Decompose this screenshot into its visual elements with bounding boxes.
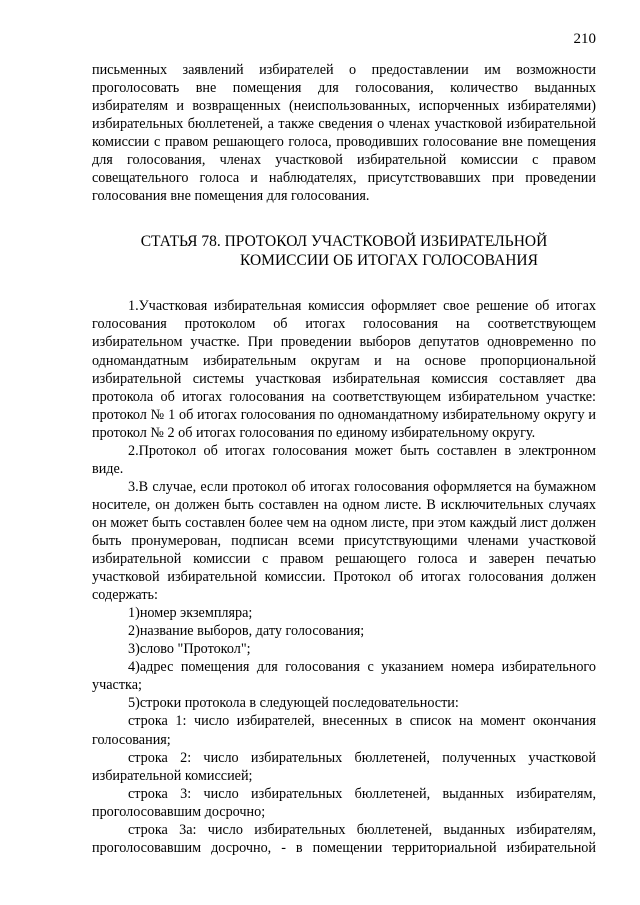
protocol-line-3a: строка 3а: число избирательных бюллетеней, выданных избирателям, проголосовавшим досрочно, - в помещении территориальной избирательной	[92, 821, 596, 856]
article-heading-line1: СТАТЬЯ 78. ПРОТОКОЛ УЧАСТКОВОЙ ИЗБИРАТЕЛЬНОЙ	[140, 233, 548, 251]
paragraph-3: 3.В случае, если протокол об итогах голосования оформляется на бумажном носителе, он должен быть составлен на одном листе. В исключительных случаях он может быть составлен более чем на одном листе, при этом каждый лист должен быть пронумерован, подписан всеми присутствующими членами участковой избирательной комиссии с правом решающего голоса и заверен печатью участковой избирательной комиссии. Протокол об итогах голосования должен содержать:	[92, 478, 596, 604]
protocol-line-2: строка 2: число избирательных бюллетеней, полученных участковой избирательной комиссией;	[92, 749, 596, 784]
protocol-line-3: строка 3: число избирательных бюллетеней, выданных избирателям, проголосовавшим досрочно;	[92, 785, 596, 820]
page-number: 210	[573, 31, 596, 47]
protocol-line-1: строка 1: число избирателей, внесенных в список на момент окончания голосования;	[92, 713, 596, 748]
list-item-4: 4)адрес помещения для голосования с указанием номера избирательного участка;	[92, 659, 596, 694]
paragraph-2: 2.Протокол об итогах голосования может быть составлен в электронном виде.	[92, 442, 596, 477]
list-item-3: 3)слово "Протокол";	[128, 641, 251, 658]
article-heading	[92, 232, 596, 270]
list-item-2: 2)название выборов, дату голосования;	[128, 623, 365, 640]
article-heading-line2: КОМИССИИ ОБ ИТОГАХ ГОЛОСОВАНИЯ	[240, 252, 538, 270]
page-content	[92, 61, 596, 857]
intro-paragraph: письменных заявлений избирателей о предоставлении им возможности проголосовать вне помещения для голосования, количество выданных избирателям и возвращенных (неиспользованных, испорченных избирателями) избирательных бюллетеней, а также сведения о членах участковой избирательной комиссии с правом решающего голоса, проводивших голосование вне помещения для голосования, членах участковой избирательной комиссии с правом совещательного голоса и наблюдателях, присутствовавших при проведении голосования вне помещения для голосования.	[92, 62, 596, 205]
list-item-1: 1)номер экземпляра;	[128, 605, 253, 622]
paragraph-1: 1.Участковая избирательная комиссия оформляет свое решение об итогах голосования протоколом об итогах голосования на соответствующем избирательном участке. При проведении выборов депутатов одновременно по одномандатным избирательным округам и на основе пропорциональной избирательной системы участковая избирательная комиссия составляет два протокола об итогах голосования на соответствующем избирательном участке: протокол № 1 об итогах голосования по одномандатному избирательному округу и протокол № 2 об итогах голосования по единому избирательному округу.	[92, 298, 596, 441]
list-item-5: 5)строки протокола в следующей последовательности:	[128, 695, 459, 712]
